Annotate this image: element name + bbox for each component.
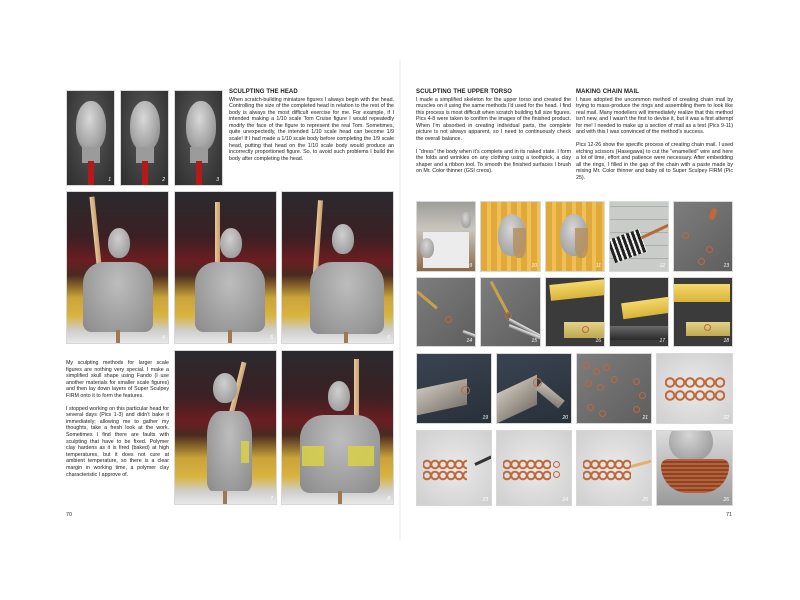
body-text: I "dress" the body when it's complete and in its naked state. I form the folds and wrinkles on any clothing using a toothpick, a clay shaper and a ribbon tool. To smooth the finished surfaces I brush on Mr. Color thinner (GSI creos). <box>416 148 571 175</box>
photo-number: 4 <box>162 335 165 341</box>
ring <box>587 404 594 411</box>
photo-10 <box>480 201 541 272</box>
ring <box>445 316 452 323</box>
side-text-column <box>66 360 169 484</box>
tweezers <box>416 290 438 309</box>
photo-3 <box>174 90 223 186</box>
sponge <box>674 284 730 302</box>
bust-torso <box>310 262 384 334</box>
photo-2 <box>120 90 169 186</box>
tape-patch <box>241 441 249 463</box>
right-page <box>400 0 800 600</box>
photo-number: 13 <box>723 263 729 269</box>
stand <box>228 330 232 344</box>
red-stand <box>142 161 148 186</box>
bust-torso <box>83 262 153 332</box>
section-heading: SCULPTING THE HEAD <box>229 89 298 95</box>
ring <box>682 232 689 239</box>
ring <box>583 362 590 369</box>
photo-number: 3 <box>216 177 219 183</box>
photo-13 <box>673 201 733 272</box>
photo-number: 8 <box>387 496 390 502</box>
ring <box>704 324 711 331</box>
photo-number: 24 <box>562 497 568 503</box>
blade <box>497 375 537 424</box>
photo-number: 18 <box>723 338 729 344</box>
page-number: 71 <box>726 512 733 518</box>
mail-test <box>513 228 526 258</box>
ring <box>553 471 560 478</box>
ring <box>553 461 560 468</box>
photo-9 <box>416 201 476 272</box>
ring <box>461 386 470 395</box>
bust-head <box>328 381 350 411</box>
photo-number: 9 <box>469 263 472 269</box>
ring <box>633 378 640 385</box>
bust-head <box>213 373 237 403</box>
photo-number: 17 <box>659 338 665 344</box>
section-upper-torso <box>416 89 571 181</box>
photo-number: 22 <box>723 415 729 421</box>
photo-4 <box>66 191 169 344</box>
sculpted-head <box>76 101 106 151</box>
photo-20 <box>496 353 572 424</box>
ring-grid <box>503 459 551 481</box>
photo-22 <box>656 353 733 424</box>
photo-number: 6 <box>387 335 390 341</box>
photo-11 <box>545 201 605 272</box>
photo-23 <box>416 430 492 506</box>
ring <box>593 368 600 375</box>
wire-coil <box>708 207 718 220</box>
bust-head <box>220 228 242 258</box>
bust-torso <box>195 262 265 332</box>
chain-mail-collar <box>661 459 729 493</box>
photo-number: 19 <box>482 415 488 421</box>
mini-head <box>461 212 471 228</box>
photo-number: 10 <box>531 263 537 269</box>
photo-number: 21 <box>642 415 648 421</box>
stand <box>338 491 342 505</box>
ring <box>639 392 646 399</box>
mini-head <box>669 430 713 461</box>
ring-grid <box>665 376 725 402</box>
sponge <box>621 297 669 320</box>
stand <box>344 332 348 344</box>
ring <box>582 326 589 333</box>
photo-26 <box>656 430 733 506</box>
bust-head <box>332 224 354 254</box>
photo-number: 1 <box>108 177 111 183</box>
blade <box>417 379 467 416</box>
ring <box>706 246 713 253</box>
photo-14 <box>416 277 476 347</box>
photo-24 <box>496 430 572 506</box>
sculpted-head <box>130 101 160 151</box>
photo-number: 26 <box>723 497 729 503</box>
photo-number: 16 <box>595 338 601 344</box>
photo-8 <box>281 350 394 505</box>
photo-number: 20 <box>562 415 568 421</box>
photo-15 <box>480 277 541 347</box>
photo-6 <box>281 191 394 344</box>
drill-handle <box>609 229 647 263</box>
mini-head <box>420 238 434 258</box>
photo-number: 2 <box>162 177 165 183</box>
photo-5 <box>174 191 277 344</box>
body-text: When scratch-building miniature figures I always begin with the head. Controlling the size of the completed head in relation to the rest of the body is always the most difficult exercise for me. For example, if I intended making a 1/10 scale Tom Cruise figure I would repeatedly modify the face of the figure to represent the real Tom. Sometimes, quite unexpectedly, the intended 1/10 scale head can become 1/9 scale! If I had made a 1/10 scale body before completing the 1/9 scale head, putting that head on the 1/10 scale body would produce an incorrectly proportioned figure. So, to avoid such problems I build the body after completing the head. <box>229 96 394 162</box>
section-heading: MAKING CHAIN MAIL <box>576 89 640 95</box>
body-text: Pics 12-26 show the specific process of creating chain mail. I used etching scissors (Hasegawa) to cut the "enamelled" wire and here a lot of time, effort and patience were necessary. After embedding all the rings, I filled in the gap of the chain with a paste made by mixing Mr. Color thinner and baby oil to Super Sculpey FIRM (Pic 25). <box>576 142 733 182</box>
body-text: I made a simplified skeleton for the upper torso and created the muscles on it using the same methods I'd used for the head. I find this process is most difficult when scratch building full size figures. Pics 4-8 were taken to confirm the images of the finished product. When I'm absorbed in creating individual parts, the complete picture is not always apparent, so I need to continuously check the overall balance. <box>416 96 571 143</box>
section-heading: SCULPTING THE UPPER TORSO <box>416 89 513 95</box>
ring <box>698 258 705 265</box>
stand <box>223 491 227 505</box>
photo-number: 11 <box>595 263 601 269</box>
page-number: 70 <box>66 512 73 518</box>
ring-grid <box>583 459 631 481</box>
photo-25 <box>576 430 652 506</box>
red-stand <box>88 161 94 186</box>
photo-number: 14 <box>466 338 472 344</box>
tape-patch <box>348 446 374 466</box>
ring-grid <box>423 459 467 481</box>
photo-18 <box>673 277 733 347</box>
photo-number: 7 <box>270 496 273 502</box>
tweezers <box>474 456 492 466</box>
body-text: I have adopted the uncommon method of creating chain mail by trying to mass-produce the rings and assembling them to look like real mail. Many modellers will immediately realize that this method isn't new, and I wasn't the first to devise it, but it was a first attempt for me! I needed to make up a section of mail as a test (Pics 9-11) and with this I was convinced of the method's success. <box>576 96 733 136</box>
red-stand <box>196 161 202 186</box>
photo-number: 5 <box>270 335 273 341</box>
photo-17 <box>609 277 669 347</box>
photo-number: 25 <box>642 497 648 503</box>
sculpted-head <box>186 101 216 151</box>
section-chain-mail <box>576 89 733 188</box>
bust-head <box>108 228 130 258</box>
ring <box>597 384 604 391</box>
photo-number: 23 <box>482 497 488 503</box>
photo-1 <box>66 90 115 186</box>
body-text: My sculpting methods for larger scale figures are nothing very special. I make a simplified skull shape using Fando (I use another materials for smaller scale figures) and then lay down layers of Super Sculpey FIRM onto it to form the features. <box>66 360 169 399</box>
brush <box>631 459 652 468</box>
photo-number: 15 <box>531 338 537 344</box>
photo-12 <box>609 201 669 272</box>
photo-21 <box>576 353 652 424</box>
ring <box>585 380 592 387</box>
tape-patch <box>302 446 324 466</box>
sponge <box>549 279 605 301</box>
section-sculpting-head <box>229 89 394 168</box>
stand <box>116 330 120 344</box>
photo-16 <box>545 277 605 347</box>
ring <box>599 410 606 417</box>
ring <box>633 406 640 413</box>
photo-7 <box>174 350 277 505</box>
photo-number: 12 <box>659 263 665 269</box>
tweezers <box>490 281 510 314</box>
ring <box>533 378 542 387</box>
ring <box>611 376 618 383</box>
mail-test <box>575 228 588 258</box>
wire-coil <box>641 224 669 239</box>
photo-19 <box>416 353 492 424</box>
ring <box>603 364 610 371</box>
body-text: I stopped working on this particular head for several days (Pics 1-3) and didn't bake it immediately; allowing me to gather my thoughts, take a fresh look at the work. Sometimes I find there are faults with sculpting that have to be fixed. Polymer clay hardens as it is fired (baked) at high temperatures, but it does not cure at ambient temperature, so there is a clear margin in working time, a polymer clay characteristic I approve of. <box>66 405 169 478</box>
